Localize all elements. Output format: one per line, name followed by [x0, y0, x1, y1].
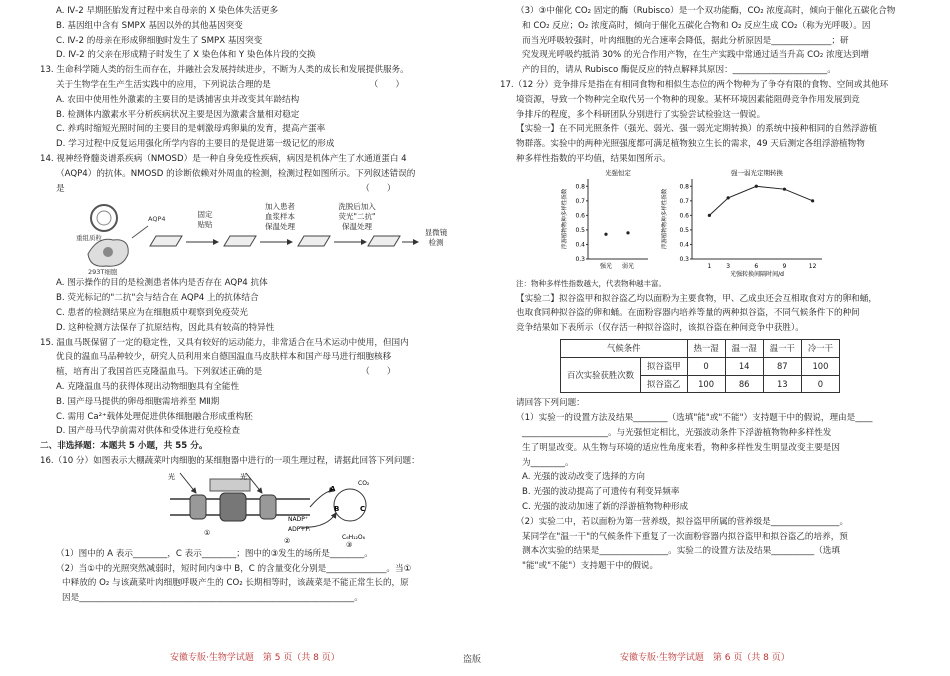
q17-exp1-1: 【实验一】在不同光照条件（强光、弱光、强一弱光定期转换）的系统中接种相同的自然浮游植 [516, 124, 877, 135]
q15-option-b: B. 国产母马提供的卵母细胞需培养至 MⅡ期 [56, 396, 220, 407]
step4-label [424, 228, 448, 248]
q16-sub-2a: （2）当①中的光照突然减弱时，短时间内③中 B，C 的含量变化分别是______________。当① [56, 563, 412, 574]
q12-option-b: B. 基因组中含有 SMPX 基因以外的其他基因突变 [56, 20, 243, 31]
q14-stem-line3: 是 （ ） [56, 183, 396, 194]
exp2-line3: 竞争结果如下表所示（仅存活一种拟谷盗时，该拟谷盗在种间竞争中获胜）。 [516, 323, 804, 334]
table-header-row [561, 339, 840, 357]
label-1: ① [204, 528, 211, 537]
table-cell: 13 [763, 375, 801, 393]
q14-option-c: C. 患者的检测结果应为在细胞质中观察到免疫荧光 [56, 307, 248, 318]
x-tick-label: 6 [754, 262, 759, 270]
q13-option-d: D. 学习过程中反复运用强化所学内容的主要目的是促进第一级记忆的形成 [56, 139, 335, 150]
x-tick-label: 1 [707, 262, 712, 270]
photosystem-2-icon [220, 493, 246, 521]
table-header-cell: 温一干 [763, 339, 801, 357]
chart-title: 强一弱光定期转换 [731, 168, 783, 177]
q15-option-a: A. 克隆温血马的获得体现出动物细胞具有全能性 [56, 381, 240, 392]
table-cell: 100 [801, 357, 839, 375]
table-cell: 14 [725, 357, 763, 375]
q14-option-b: B. 荧光标记的"二抗"会与结合在 AQP4 上的抗体结合 [56, 293, 259, 304]
q16-stem: 16.（10 分）如图表示大棚蔬菜叶肉细胞的某细胞器中进行的一项生理过程，请据此回答下列问题： [40, 455, 420, 466]
q17-exp1-3: 种多样性指数的平均值，结果如图所示。 [516, 153, 671, 164]
q16-svg [150, 469, 380, 547]
y-tick-label: 0.8 [679, 183, 689, 191]
light-label-1: 光 [168, 472, 175, 481]
table-row [561, 357, 840, 375]
step1-text: 固定 贴贴 [197, 210, 213, 230]
answer-intro: 请回答下列问题： [516, 398, 585, 409]
q14-flow-figure [68, 196, 460, 276]
q17-stem-3: 争排斥的程度，多个科研团队分别进行了实验尝试检验这一假说。 [516, 109, 766, 120]
q16-sub-2b: 中释放的 O₂ 与该蔬菜叶肉细胞呼吸产生的 CO₂ 长期相等时，该蔬菜是不能正常生长的，原 [62, 578, 409, 589]
q17-1-line4: 为________。 [522, 457, 574, 468]
label-3: ③ [346, 540, 353, 547]
q13-option-c: C. 养鸡时缩短光照时间的主要目的是刺激母鸡卵巢的发育，提高产蛋率 [56, 124, 326, 135]
b-label: B [334, 504, 340, 513]
step3-text: 洗脱后加入 荧光"二抗" 保温处理 [338, 202, 376, 232]
right-column [500, 4, 920, 574]
co2-label: CO₂ [358, 479, 370, 487]
chart-alternating-light [660, 169, 840, 277]
y-tick-label: 0.5 [575, 226, 585, 234]
glucose-label: C₆H₁₂O₆ [342, 533, 366, 541]
x-tick-label: 9 [782, 262, 787, 270]
q13-stem-line2: 关于生物学在生产生活实践中的应用，下列说法合理的是 （ ） [56, 79, 405, 90]
table-cell: 拟谷盗乙 [641, 375, 688, 393]
q17-option-a: A. 光强的波动改变了选择的方向 [522, 472, 645, 483]
watermark-text: 盗版 [463, 655, 482, 665]
q17-1-line3: 生了明显改变。从生物与环境的适应性角度来看，物种多样性发生明显改变主要是因 [522, 442, 840, 453]
step1-label [190, 210, 220, 230]
series-line [709, 186, 812, 215]
table-row-label: 百次实验获胜次数 [561, 357, 641, 393]
cell-type-label: 293T细胞 [88, 268, 118, 277]
y-tick-label: 0.7 [679, 197, 689, 205]
q13-option-a: A. 农田中使用性外激素的主要目的是诱捕害虫并改变其年龄结构 [56, 94, 300, 105]
q17-stem-1: 17.（12 分）竞争排斥是指在有相同食物和相似生态位的两个物种为了争夺有限的食物、空间或其他环 [500, 79, 889, 90]
slide-4-icon [368, 236, 400, 246]
slide-2-icon [224, 236, 256, 246]
q17-2-line2: 某同学在"温一干"的气候条件下重复了一次面粉容器内拟谷盗甲和拟谷盗乙的培养，预 [522, 531, 848, 542]
chart-note: 注：物种多样性指数越大，代表物种越丰富。 [516, 278, 666, 288]
q14-option-a: A. 图示操作的目的是检测患者体内是否存在 AQP4 抗体 [56, 278, 268, 289]
slide-1-icon [150, 236, 182, 246]
x-tick-label: 12 [808, 262, 817, 270]
q16-sub-1: （1）图中的 A 表示________，C 表示________；图中的③发生的场所是________。 [56, 548, 373, 559]
exp2-line2: 也取食同种拟谷盗的卵和蛹。在面粉容器内培养等量的两种拟谷盗，不同气候条件下的种间 [516, 308, 860, 319]
q15-option-d: D. 国产母马代孕前需对供体和受体进行免疫检查 [56, 426, 240, 437]
competition-table [560, 339, 840, 393]
chart-title: 光强恒定 [605, 168, 631, 177]
q12-option-d: D. Ⅳ-2 的父亲在形成精子时发生了 X 染色体和 Y 染色体片段的交换 [56, 50, 316, 61]
q15-stem-line2: 优良的温血马品种较少，研究人员利用来自德国温血马皮肤样本和国产母马进行细胞核移 [56, 352, 392, 363]
q16-3-line1: （3）③中催化 CO₂ 固定的酶（Rubisco）是一个双功能酶，CO₂ 浓度高时，倾向于催化五碳化合物 [516, 6, 896, 16]
table-cell: 100 [687, 375, 725, 393]
q16-3-line2: 和 CO₂ 反应；O₂ 浓度高时，倾向于催化五碳化合物和 O₂ 反应生成 CO₂（称为光呼吸）。因 [522, 20, 871, 31]
y-tick-label: 0.5 [679, 226, 689, 234]
q16-sub-2c: 因是________________________________________________________________。 [62, 593, 363, 604]
table-cell: 0 [687, 357, 725, 375]
q15-stem-line1: 15. 温血马既保留了一定的稳定性，又具有较好的运动能力，非常适合在马术运动中使用，但国内 [40, 337, 409, 348]
table-header-cell: 热一湿 [687, 339, 725, 357]
table-cell: 86 [725, 375, 763, 393]
left-column [40, 4, 460, 606]
y-axis-label: 浮游植物物种多样性指数 [562, 188, 568, 250]
q17-stem-2: 境资源，导致一个物种完全取代另一个物种的现象。某杯环境因素能阻碍竞争作用发展到竞 [516, 94, 860, 105]
table-header-cell: 气候条件 [561, 339, 688, 357]
q14-stem-line1: 14. 视神经脊髓炎谱系疾病（NMOSD）是一种自身免疫性疾病，病因是机体产生了水通道蛋白 4 [40, 153, 407, 164]
q13-option-b: B. 检测体内激素水平分析疾病状况主要是因为激素含量相对稳定 [56, 109, 300, 120]
q14-options [40, 276, 460, 335]
y-tick-label: 0.7 [575, 197, 585, 205]
x-tick-label: 弱光 [621, 262, 635, 270]
q16-3-line5: 产的目的，请从 Rubisco 酶促反应的特点解释其原因：______________________。 [522, 65, 836, 76]
aqp4-label: AQP4 [148, 215, 166, 224]
q12-options [40, 4, 460, 63]
table-cell: 0 [801, 375, 839, 393]
x-axis-label: 光强转换间隔时间/d [730, 270, 784, 277]
table-header-cell: 冷一干 [801, 339, 839, 357]
chart-constant-light [560, 169, 660, 277]
q13-options [40, 93, 460, 152]
q17-option-c: C. 光强的波动加速了新的浮游植物物种形成 [522, 501, 689, 512]
y-tick-label: 0.4 [575, 241, 585, 249]
plasmid-label: 重组质粒 [76, 234, 102, 243]
step2-text: 加入患者 血浆样本 保温处理 [265, 202, 295, 232]
y-tick-label: 0.6 [679, 212, 689, 220]
y-axis-label: 浮游植物物种多样性指数 [662, 188, 668, 250]
nadp-label: NADP⁺ [288, 515, 308, 523]
a-label: A [330, 484, 336, 493]
q17-exp1-2: 物群落。实验中的两种光照强度都可满足植物独立生长的需求，49 天后测定各组浮游植物物 [516, 139, 865, 150]
data-point [626, 231, 629, 234]
q17-charts [560, 169, 920, 277]
x-tick-label: 强光 [599, 262, 613, 270]
q16-3-line4: 究发现光呼吸约抵消 30% 的光合作用产物，在生产实践中常通过适当升高 CO₂ 浓度达到增 [522, 50, 870, 61]
q17-2-line1: （2）实验二中，若以面粉为第一营养级，拟谷盗甲所属的营养级是________________。 [516, 516, 849, 527]
q16-figure [150, 469, 460, 547]
footer-page-6: 安徽专版·生物学试题 第 6 页（共 8 页） [620, 653, 790, 663]
table-cell: 拟谷盗甲 [641, 357, 688, 375]
q12-option-c: C. Ⅳ-2 的母亲在形成卵细胞时发生了 SMPX 基因突变 [56, 35, 263, 46]
y-tick-label: 0.6 [575, 212, 585, 220]
q15-option-c: C. 需用 Ca²⁺载体处理促进供体细胞融合形成重构胚 [56, 411, 253, 422]
q13-stem-line1: 13. 生命科学随人类的衍生而存在，并融社会发展持续进步，不断为人类的成长和发展提供服务。 [40, 65, 409, 76]
q17-2-line3: 测本次实验的结果是________________。实验二的设置方法及结果__________（选填 [522, 546, 840, 557]
section-2-heading: 二、非选择题：本题共 5 小题，共 55 分。 [40, 441, 208, 452]
photosystem-3-icon [260, 495, 276, 519]
photosystem-1-icon [190, 495, 206, 519]
q17-1-line1: （1）实验一的设置方法及结果________（选填"能"或"不能"）支持题干中的假说，理由是____ [516, 413, 873, 424]
x-tick-label: 3 [726, 262, 731, 270]
table-header-cell: 温一湿 [725, 339, 763, 357]
y-tick-label: 0.3 [679, 255, 689, 263]
y-tick-label: 0.8 [575, 183, 585, 191]
q15-options [40, 380, 460, 439]
y-tick-label: 0.4 [679, 241, 689, 249]
slide-3-icon [298, 236, 330, 246]
q14-stem-line2: （AQP4）的抗体。NMOSD 的诊断依赖对外周血的检测，检测过程如图所示。下列叙述错误的 [56, 168, 416, 179]
q17-1-line2: ____________________。与光强恒定相比，光强波动条件下浮游植物物种多样性发 [522, 427, 832, 438]
q17-option-b: B. 光强的波动提高了可遗传有利变异频率 [522, 487, 680, 498]
q15-stem-line3: 植，培育出了我国首匹克隆温血马。下列叙述正确的是 （ ） [56, 367, 396, 378]
exp2-line1: 【实验二】拟谷盗甲和拟谷盗乙均以面粉为主要食物，甲、乙成虫还会互相取食对方的卵和蛹， [516, 293, 877, 304]
adp-label: ADP+Pᵢ [288, 525, 311, 533]
table-cell: 87 [763, 357, 801, 375]
label-2: ② [284, 536, 291, 545]
data-point [604, 232, 607, 235]
q12-option-a: A. Ⅳ-2 早期胚胎发育过程中来自母亲的 X 染色体失活更多 [56, 6, 279, 16]
y-tick-label: 0.3 [575, 255, 585, 263]
step3-label [332, 202, 382, 232]
step4-text: 显微镜 检测 [424, 228, 448, 248]
c-label: C [360, 504, 366, 513]
q14-option-d: D. 这种检测方法保存了抗原结构，因此具有较高的特异性 [56, 322, 275, 333]
footer-page-5: 安徽专版·生物学试题 第 5 页（共 8 页） [170, 653, 340, 663]
step2-label [258, 202, 302, 232]
q17-2-line4: "能"或"不能"）支持题干中的假说。 [522, 561, 659, 572]
light-label-2: 光 [240, 472, 247, 481]
q16-3-line3: 而当光呼吸较强时，叶肉细胞的光合速率会降低，据此分析原因是______________；研 [522, 35, 849, 46]
